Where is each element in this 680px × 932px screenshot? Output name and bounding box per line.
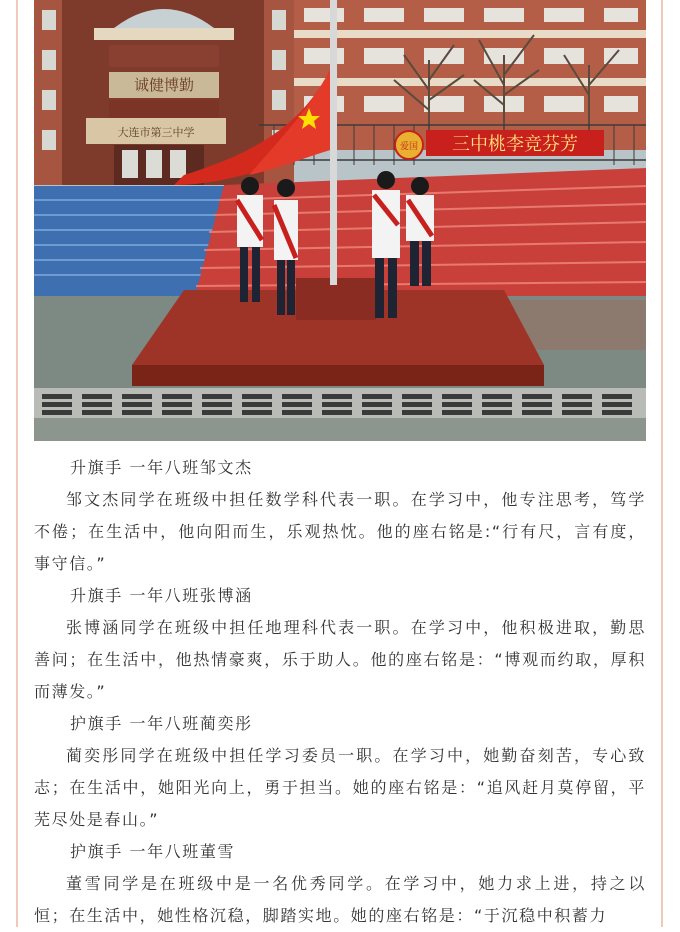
school-plaque: 大连市第三中学 [117, 126, 195, 139]
role-heading-zhang: 升旗手 一年八班张博涵 [70, 586, 253, 605]
role-heading-zou: 升旗手 一年八班邹文杰 [70, 458, 253, 477]
right-building [289, 0, 646, 150]
banner-text: 三中桃李竞芬芳 [452, 134, 578, 155]
banner-logo-text: 爱国 [399, 142, 419, 152]
bio-dong: 董雪同学是在班级中是一名优秀同学。在学习中，她力求上进，持之以恒；在生活中，她性格沉稳，脚踏实地。她的座右铭是：“于沉稳中积蓄力 [34, 874, 646, 925]
bio-zou: 邹文杰同学在班级中担任数学科代表一职。在学习中，他专注思考，笃学不倦；在生活中，他向阳而生，乐观热忱。他的座右铭是:“行有尺，言有度，事守信。” [34, 490, 646, 573]
article-body [34, 452, 646, 932]
ceremony-photo [34, 0, 646, 441]
role-heading-dong: 护旗手 一年八班董雪 [70, 842, 236, 861]
role-heading-lin: 护旗手 一年八班蔺奕彤 [70, 714, 253, 733]
bio-lin: 蔺奕彤同学在班级中担任学习委员一职。在学习中，她勤奋刻苦，专心致志；在生活中，她阳光向上，勇于担当。她的座右铭是：“追风赶月莫停留，平芜尽处是春山。” [34, 746, 646, 829]
bio-zhang: 张博涵同学在班级中担任地理科代表一职。在学习中，他积极进取，勤思善问；在生活中，他热情豪爽，乐于助人。他的座右铭是：“博观而约取，厚积而薄发。” [34, 618, 646, 701]
building-slogan: 诚健博勤 [133, 76, 195, 94]
flagpole [330, 0, 337, 285]
